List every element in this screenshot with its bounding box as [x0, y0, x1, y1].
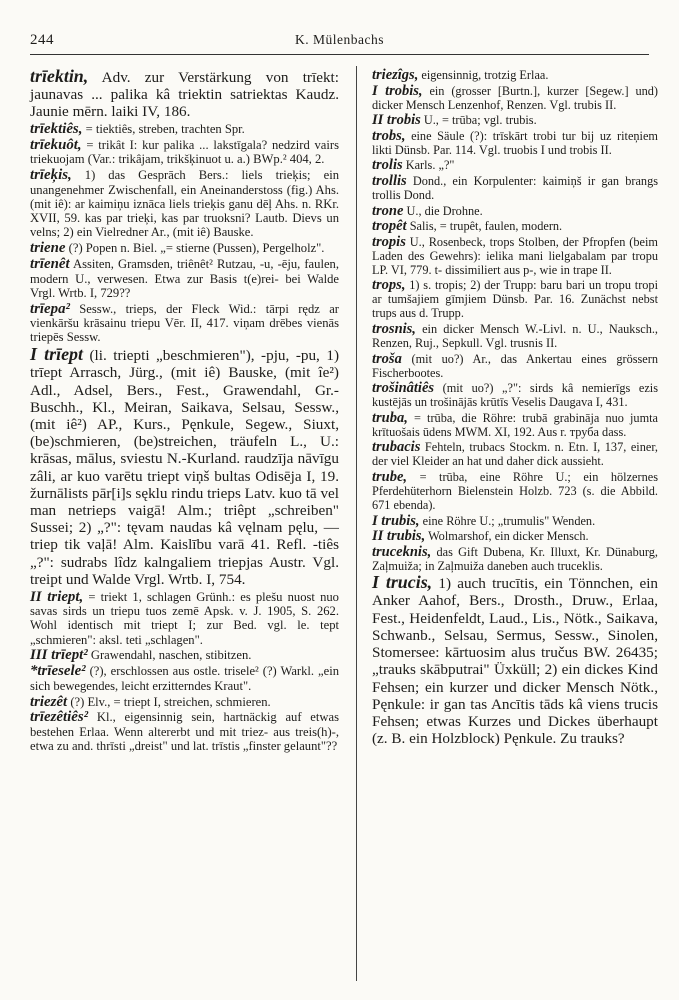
entry-headword: trubacis: [372, 439, 421, 456]
dictionary-entry: [30, 138, 339, 167]
dictionary-entry: [372, 84, 658, 112]
entry-headword: trīezêtiês²: [30, 709, 89, 726]
entry-definition: Wolmarshof, ein dicker Mensch.: [428, 529, 589, 544]
dictionary-entry: [372, 129, 658, 157]
entry-headword: trobs,: [372, 127, 406, 144]
column-divider: [356, 66, 357, 981]
entry-headword: II trubis,: [372, 528, 426, 545]
entry-definition: eine Säule (?): trīskārt trobi tur bij uz riteņiem likti Dünsb. Par. 114. Vgl. truobis I und trobis II.: [372, 128, 658, 157]
dictionary-entry: [372, 352, 658, 380]
entry-definition: U., die Drohne.: [406, 203, 483, 218]
entry-headword: trošinâtiês: [372, 380, 435, 397]
dictionary-entry: [372, 514, 658, 528]
entry-headword: trīeķis,: [30, 167, 72, 184]
dictionary-entry: [30, 68, 339, 121]
dictionary-entry: [30, 241, 339, 255]
entry-definition: das Gift Dubena, Kr. Illuxt, Kr. Dünaburg, Zaļmuiža; in Zaļmuiža daneben auch truceklis.: [372, 544, 659, 573]
dictionary-entry: [372, 174, 658, 202]
dictionary-entry: [372, 278, 658, 320]
entry-definition: Fehteln, trubacs Stockm. n. Etn. I, 137, einer, der viel Kleider an hat und daher dick aussieht.: [372, 440, 659, 469]
entry-definition: U., Rosenbeck, trops Stolben, der Pfropfen (beim Laden des Gewehrs): ielika mani lielgabalam par tropu LP. VI, 779. t- dissimiliert aus p-, wie in trape II.: [372, 234, 658, 277]
running-title: K. Mülenbachs: [295, 32, 384, 47]
right-column: [372, 68, 658, 749]
dictionary-entry: [30, 695, 339, 709]
entry-definition: 1) das Gesprāch Bers.: liels trieķis; ein unangenehmer Zwischenfall, ein Aneinanderstoss (fig.) Ahs. (mit iê): ar kaimiņu iznāca liels trieķis ganu dēļ Ahs. n. RKr. XVII, 59. kas par trieķi, kas par truoksni? Lautb. Dievs un velns; 2) ein Vielredner Ar., (mit iê) Bauske.: [30, 168, 339, 240]
entry-definition: = tiektiês, streben, trachten Spr.: [85, 122, 245, 137]
entry-headword: tropis: [372, 233, 406, 250]
entry-definition: (mit uo?) „?": sirds kâ nemierīgs ezis kustējās un trošinājās krūtīs Veselis Daugava I, 431.: [372, 381, 658, 410]
entry-definition: = trikât I: kur palika ... lakstīgala? nedzird vairs triekuojam (Var.: trikâjam, trikšķinuot u. a.) BWp.² 404, 2.: [30, 138, 339, 167]
entry-definition: (mit uo?) Ar., das Ankertau eines grössern Fischerbootes.: [372, 351, 659, 380]
dictionary-entry: [372, 545, 658, 573]
dictionary-entry: [30, 346, 339, 588]
dictionary-entry: [372, 381, 658, 409]
dictionary-entry: [372, 113, 658, 127]
entry-definition: ein (grosser [Burtn.], kurzer [Segew.] und) dicker Mensch Lenzenhof, Renzen. Vgl. trubis II.: [372, 83, 659, 112]
entry-headword: triezîgs,: [372, 67, 419, 83]
entry-headword: III trīept²: [30, 647, 88, 664]
dictionary-entry: [372, 204, 658, 218]
entry-headword: trīepa²: [30, 300, 70, 317]
entry-definition: (?) Elv., = triept I, streichen, schmieren.: [70, 694, 271, 709]
entry-headword: trīektin,: [30, 66, 89, 86]
dictionary-entry: [30, 648, 339, 662]
entry-definition: 1) auch trucītis, ein Tönnchen, ein Anker Aahof, Bers., Drosth., Druw., Erlaa, Fest., Heidenfeldt, Laud., Lis., Nötk., Saikava, Schwanb., Selsau, Sermus, Sessw., Sinolen, Stomersee: kārtuosim alus tručus BW. 26435; „trauks skābputrai" Üxküll; 2) ein dickes Kind Fehsen; ein kurzer und dicker Mensch Nötk., Pęnkule: ir gan tas Ancītis tāds kâ viens trucis Fehsen; etwas Kurzes und Dickes überhaupt (z. B. ein Holzblock) Pęnkule. Zu trauks?: [372, 575, 659, 748]
entry-headword: truba,: [372, 409, 408, 426]
dictionary-entry: [30, 710, 339, 753]
dictionary-entry: [30, 122, 339, 136]
entry-definition: Kl., eigensinnig sein, hartnäckig auf etwas bestehen Erlaa. Wenn altererbt und mit triez- aus treis(h)-, etwa zu and. thrīsti „dreist" und lat. trīstis „finster gelaunt"??: [30, 710, 339, 753]
entry-definition: = trūba, die Röhre: trubā grabināja nuo jumta krītuošais ūdens MWM. XI, 192. Aus r. труба dass.: [372, 410, 659, 439]
entry-definition: Adv. zur Verstärkung von trīekt: jaunavas ... palika kâ triektin satriektas Kaudz. Jaunie mērn. laiki IV, 186.: [30, 69, 339, 121]
entry-headword: II triept,: [30, 588, 84, 605]
entry-headword: trube,: [372, 468, 408, 485]
entry-headword: I trubis,: [372, 512, 420, 529]
dictionary-entry: [372, 219, 658, 233]
entry-headword: trollis: [372, 172, 407, 189]
entry-definition: eine Röhre U.; „trumulis" Wenden.: [422, 513, 596, 528]
entry-definition: (?), erschlossen aus ostle. trisele² (?) Warkl. „ein sich bewegendes, leicht erzitterndes Kraut".: [30, 664, 339, 693]
entry-headword: *trīesele²: [30, 663, 86, 680]
entry-definition: Sessw., trieps, der Fleck Wid.: tārpi rędz ar vienkāršu krāsainu triepu Vēr. II, 417. viņam drēbes vienās triepēs Sessw.: [30, 301, 339, 345]
dictionary-entry: [372, 529, 658, 543]
entry-headword: trops,: [372, 277, 406, 294]
entry-definition: ein dicker Mensch W.-Livl. n. U., Nauksch., Renzen, Ruj., Sepkull. Vgl. trusnis II.: [372, 321, 658, 350]
entry-definition: Dond., ein Korpulenter: kaimiņš ir gan brangs trollis Dond.: [372, 173, 659, 202]
dictionary-entry: [372, 322, 658, 350]
dictionary-entry: [372, 440, 658, 468]
entry-headword: troša: [372, 350, 402, 367]
entry-definition: Salis, = trupêt, faulen, modern.: [409, 219, 563, 234]
entry-headword: trīektiês,: [30, 121, 83, 138]
entry-definition: = trūba, eine Röhre U.; ein hölzernes Pferdehüterhorn Bielenstein Holzb. 723 (s. die Abbild. 671 ebenda).: [372, 469, 659, 512]
dictionary-entry: [372, 158, 658, 172]
entry-definition: Karls. „?": [405, 158, 455, 173]
entry-definition: 1) s. tropis; 2) der Trupp: baru bari un tropu tropi ar tumšajiem gīmjiem Dünsb. Par. 16. Zunächst nebst trups aus d. Trupp.: [372, 278, 659, 321]
dictionary-entry: [372, 574, 658, 747]
entry-definition: Assiten, Gramsden, triênêt² Rutzau, -u, -ēju, faulen, modern U., verwesen. Etwa zur Basis t(e)rei- bei Walde Vrgl. Wrtb. I, 729??: [30, 257, 339, 300]
entry-headword: trolis: [372, 157, 403, 174]
dictionary-entry: [30, 168, 339, 239]
entry-headword: tropêt: [372, 218, 407, 235]
dictionary-entry: [372, 68, 658, 82]
dictionary-entry: [372, 470, 658, 512]
entry-headword: trosnis,: [372, 320, 416, 337]
entry-headword: triene: [30, 240, 66, 257]
dictionary-entry: [30, 257, 339, 300]
dictionary-entry: [30, 590, 339, 647]
dictionary-entry: [30, 302, 339, 345]
entry-headword: trīenêt: [30, 256, 70, 273]
entry-headword: II trobis: [372, 112, 421, 129]
entry-definition: eigensinnig, trotzig Erlaa.: [421, 68, 549, 82]
entry-headword: triezêt: [30, 693, 68, 710]
page-number: 244: [30, 32, 54, 48]
entry-definition: (?) Popen n. Biel. „= stierne (Pussen), Pergelholz".: [68, 241, 325, 256]
dictionary-entry: [372, 411, 658, 439]
dictionary-entry: [30, 664, 339, 693]
dictionary-entry: [372, 235, 658, 277]
entry-definition: (li. triepti „beschmieren"), -pju, -pu, 1) trīept Arrasch, Jürg., (mit iê) Bauske, (mit îe²) Adl., Adsel, Bers., Fest., Grawendahl, Gr.-Buschh., Kl., Meiran, Saikava, Selsau, Sessw., (mit iê²) AP., Kurs., Pęnkule, Segew., Siuxt, (be)schmieren, (be)streichen, träufeln L., U.: krāsas, mālus, sviestu N.-Kurland. raudzīja nāvīgu zâli, ar kuo varētu triept viņš bultas Odisēja I, 19. žurnālists pār[i]s sęklu rindu trieps Latv. kuo tā vel man netrieps vaigā! Alm.; triêpt „schreiben" Sussei; 2) „?": tęvam naudas kâ vęlnam pęlu, — triep tik vaļā! Alm. Kaislību varā 41. Refl. -tiês „?": sudrabs lîdz kalngaliem triepjas Austr. Vgl. treipt und Walde Vrgl. Wrtb. I, 754.: [30, 347, 340, 588]
entry-headword: I trīept: [30, 344, 83, 365]
page-header: [30, 30, 649, 55]
entry-definition: = triekt 1, schlagen Grünh.: es plešu nuost nuo savas sirds un triepu tuos zemē Apsk. v. J. 1905, S. 262. Wohl identisch mit triept I; zur Bed. vgl. le. tept „schmieren": aksl. teti „schlagen".: [30, 589, 339, 647]
entry-definition: Grawendahl, naschen, stibitzen.: [90, 648, 252, 663]
entry-headword: I trucis,: [372, 572, 433, 593]
left-column: [30, 68, 339, 755]
entry-headword: trīekuôt,: [30, 137, 82, 154]
entry-headword: trone: [372, 202, 404, 219]
entry-headword: truceknis,: [372, 543, 432, 560]
entry-headword: I trobis,: [372, 82, 423, 99]
entry-definition: U., = trūba; vgl. trubis.: [423, 113, 537, 128]
